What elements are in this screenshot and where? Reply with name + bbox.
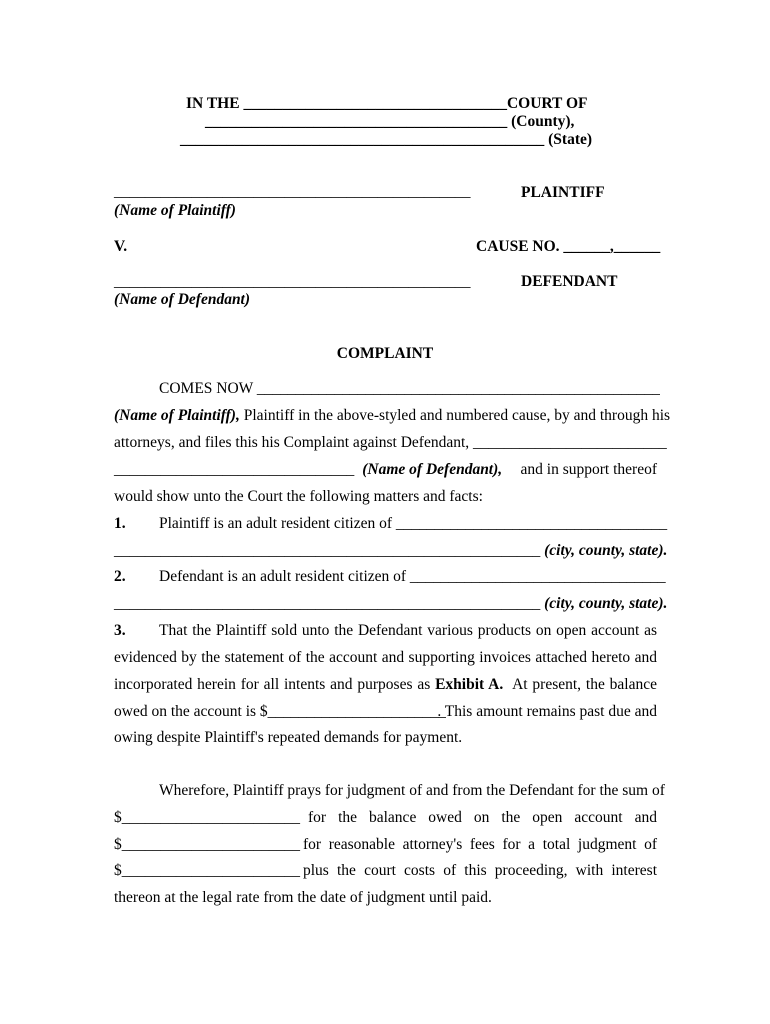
item-1-line-2 [114, 542, 667, 560]
defendant-label: DEFENDANT [521, 273, 618, 290]
state-blank[interactable]: _______________________________________________ [180, 131, 545, 148]
intro-line-2 [114, 407, 671, 425]
item-2-hint: (city, county, state). [540, 595, 668, 612]
item-2-line-1 [159, 568, 666, 586]
item-3-line-4-after: . This amount remains past due and [437, 703, 657, 720]
item-1-blank-2[interactable]: _______________________________________________________ [114, 542, 541, 559]
comes-now-blank[interactable]: ____________________________________________________ [253, 380, 660, 397]
exhibit-a-label: Exhibit A. [435, 676, 504, 693]
prayer-line-1: Wherefore, Plaintiff prays for judgment of and from the Defendant for the sum of [159, 782, 665, 799]
plaintiff-name-blank[interactable]: ______________________________________________ [114, 183, 471, 200]
item-1-blank[interactable]: ___________________________________ [392, 515, 668, 532]
caption-court-of: COURT OF [506, 95, 588, 112]
item-3-number: 3. [114, 622, 126, 639]
versus-label: V. [114, 238, 128, 255]
plaintiff-label: PLAINTIFF [521, 184, 605, 201]
court-caption-line-2 [205, 113, 574, 131]
comes-now-text: COMES NOW [159, 380, 254, 397]
plaintiff-name-hint: (Name of Plaintiff) [114, 202, 236, 219]
intro-line-3-text: attorneys, and files this his Complaint against Defendant, [114, 434, 470, 451]
prayer-line-5: thereon at the legal rate from the date of judgment until paid. [114, 889, 492, 906]
county-label: (County), [507, 113, 575, 130]
item-3-line-3 [114, 676, 657, 694]
intro-line-4 [114, 461, 657, 479]
prayer-line-4 [114, 862, 657, 880]
balance-owed-blank[interactable]: _______________________ [267, 703, 446, 720]
court-name-blank[interactable]: __________________________________ [243, 95, 507, 112]
prayer-line-2 [114, 809, 657, 827]
item-2-number: 2. [114, 568, 126, 585]
item-3-line-3-after: At present, the balance [503, 676, 657, 693]
balance-amount-blank[interactable]: $_______________________ [114, 809, 300, 826]
county-blank[interactable]: _______________________________________ [205, 113, 508, 130]
intro-line-2-text: Plaintiff in the above-styled and numbered cause, by and through his [239, 407, 671, 424]
prayer-line-2-text: for the balance owed on the open account and [308, 809, 657, 826]
cause-number[interactable]: CAUSE NO. ______,______ [476, 238, 661, 255]
attorney-fees-amount-blank[interactable]: $_______________________ [114, 836, 300, 853]
intro-line-1 [159, 380, 660, 398]
prayer-line-3-text: for reasonable attorney's fees for a total judgment of [303, 836, 657, 853]
defendant-name-hint: (Name of Defendant) [114, 291, 251, 308]
item-2-text: Defendant is an adult resident citizen of [159, 568, 407, 585]
item-3-line-5: owing despite Plaintiff's repeated demands for payment. [114, 729, 463, 746]
item-3-line-1: That the Plaintiff sold unto the Defendant various products on open account as [159, 622, 657, 639]
item-1-number: 1. [114, 515, 126, 532]
defendant-name-inline-blank[interactable]: _________________________ [469, 434, 667, 451]
caption-in-the: IN THE [186, 95, 244, 112]
intro-defendant-hint: (Name of Defendant), [362, 461, 503, 478]
defendant-name-blank[interactable]: ______________________________________________ [114, 273, 471, 290]
document-title: COMPLAINT [336, 345, 434, 362]
court-caption-line-3 [180, 131, 592, 149]
intro-line-5: would show unto the Court the following matters and facts: [114, 488, 483, 505]
item-1-text: Plaintiff is an adult resident citizen of [159, 515, 393, 532]
total-judgment-amount-blank[interactable]: $_______________________ [114, 862, 300, 879]
court-caption-line-1 [186, 95, 588, 113]
item-2-blank-2[interactable]: _______________________________________________________ [114, 595, 541, 612]
item-1-line-1 [159, 515, 667, 533]
item-3-line-3-before: incorporated herein for all intents and purposes as [114, 676, 436, 693]
item-2-blank[interactable]: _________________________________ [406, 568, 666, 585]
intro-line-3 [114, 434, 667, 452]
item-3-line-4 [114, 703, 657, 721]
item-1-hint: (city, county, state). [540, 542, 668, 559]
intro-line-4-text: and in support thereof [520, 461, 657, 478]
item-3-line-4-before: owed on the account is $ [114, 703, 268, 720]
prayer-line-4-text: plus the court costs of this proceeding, with interest [303, 862, 657, 879]
item-2-line-2 [114, 595, 667, 613]
state-label: (State) [544, 131, 593, 148]
item-3-line-2: evidenced by the statement of the account and supporting invoices attached hereto and [114, 649, 657, 666]
prayer-line-3 [114, 836, 657, 854]
intro-plaintiff-hint: (Name of Plaintiff), [114, 407, 240, 424]
defendant-name-inline-blank-2[interactable]: _______________________________ [114, 461, 355, 478]
